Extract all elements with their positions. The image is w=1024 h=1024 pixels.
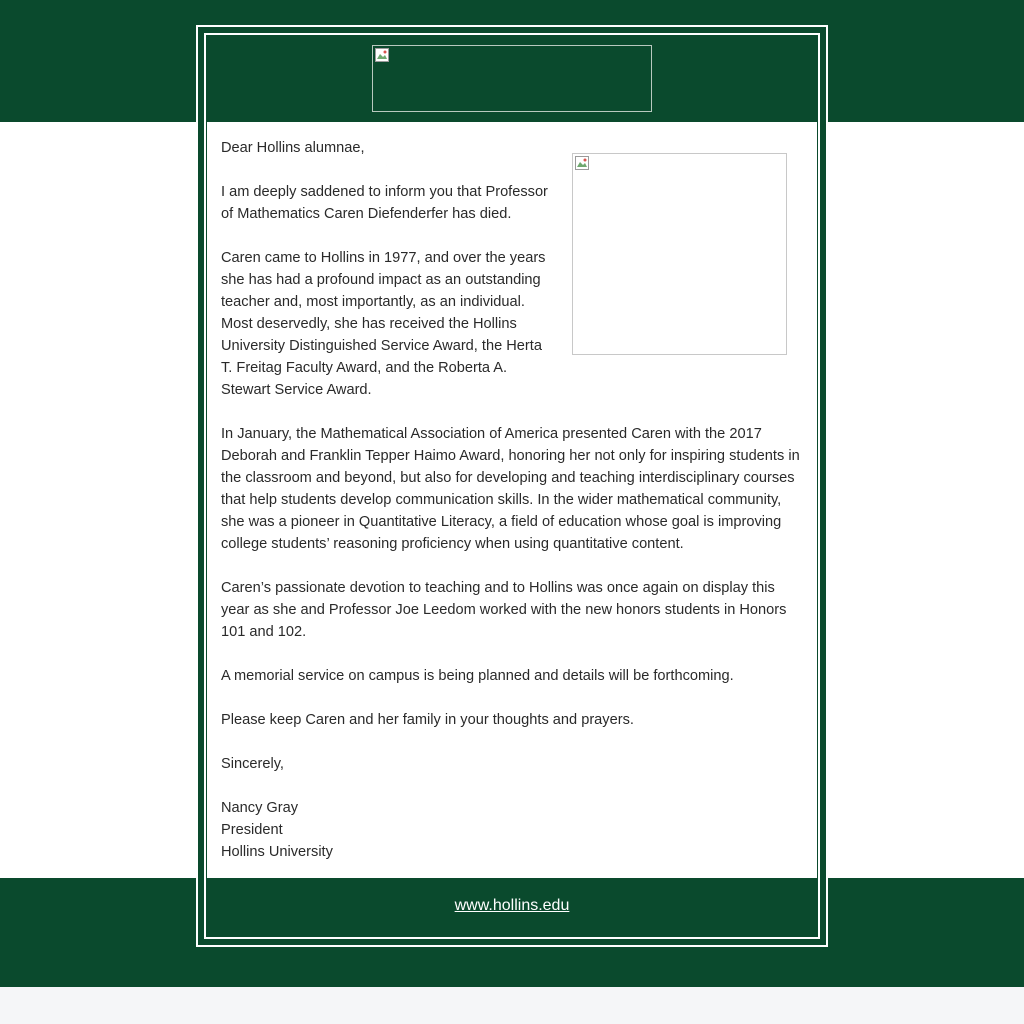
letter-paragraph-1: I am deeply saddened to inform you that Professor of Mathematics Caren Diefenderfer has died. xyxy=(221,184,548,222)
letter-paragraph-4: Caren’s passionate devotion to teaching and to Hollins was once again on display this year as she and Professor Joe Leedom worked with the new honors students in Honors 101 and 102. xyxy=(221,580,787,640)
signature-block xyxy=(221,797,803,863)
letter-paragraph-6: Please keep Caren and her family in your thoughts and prayers. xyxy=(221,712,634,728)
letter-paragraph-2: Caren came to Hollins in 1977, and over the years she has had a profound impact as an outstanding teacher and, most importantly, as an individual. Most deservedly, she has received the Hollins University Distinguished Service Award, the Herta T. Freitag Faculty Award, and the Roberta A. Stewart Service Award. xyxy=(221,250,546,398)
signature-org: Hollins University xyxy=(221,844,333,860)
letter-paragraph-3: In January, the Mathematical Association of America presented Caren with the 2017 Deborah and Franklin Tepper Haimo Award, honoring her not only for inspiring students in the classroom and beyond, but also for developing and teaching interdisciplinary courses that help students develop communication skills. In the wider mathematical community, she was a pioneer in Quantitative Literacy, a field of education whose goal is improving college students’ reasoning proficiency when using quantitative content. xyxy=(221,426,800,552)
letter-body xyxy=(221,137,803,863)
letter-greeting: Dear Hollins alumnae, xyxy=(221,140,365,156)
signature-name: Nancy Gray xyxy=(221,800,299,816)
letter-closing: Sincerely, xyxy=(221,756,284,772)
page-bottom-margin xyxy=(0,987,1024,1024)
broken-image-icon xyxy=(375,48,389,62)
letter-paragraph-5: A memorial service on campus is being planned and details will be forthcoming. xyxy=(221,668,734,684)
hollins-logo-image xyxy=(372,45,652,112)
website-link[interactable]: www.hollins.edu xyxy=(454,897,570,914)
signature-title: President xyxy=(221,822,283,838)
